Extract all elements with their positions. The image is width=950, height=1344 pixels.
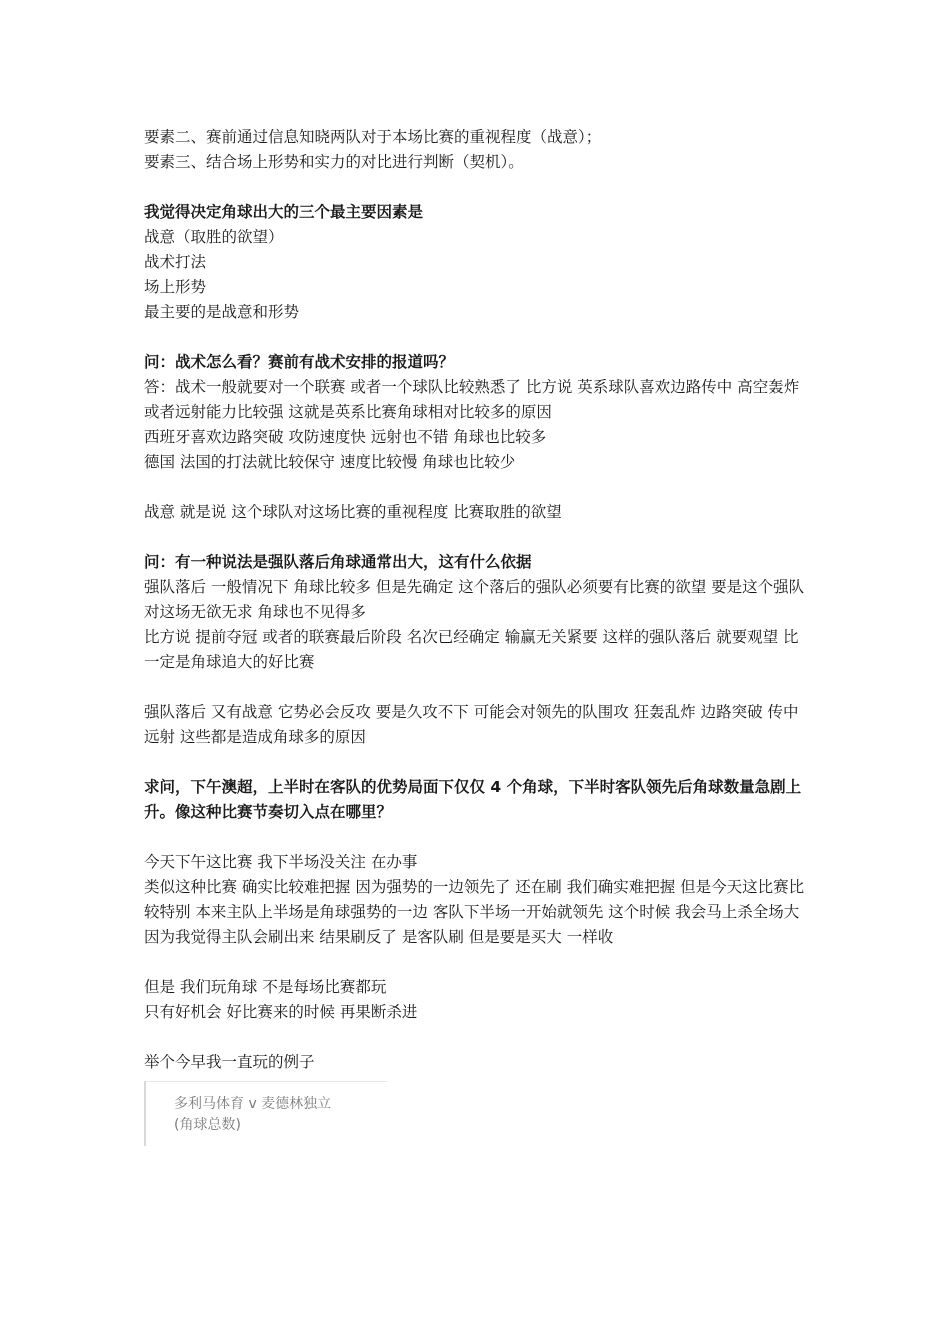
text-line: 今天下午这比赛 我下半场没关注 在办事	[144, 853, 418, 871]
text-line: 要素二、赛前通过信息知晓两队对于本场比赛的重视程度（战意）；	[144, 128, 602, 146]
paragraph-gap	[144, 1025, 812, 1050]
paragraph-gap	[144, 675, 812, 700]
text-line: 场上形势	[144, 278, 207, 296]
text-line: 举个今早我一直玩的例子	[144, 1053, 315, 1071]
bold-heading: 求问，下午澳超，上半时在客队的优势局面下仅仅 4 个角球，下半时客队领先后角球数量急剧上升。像这种比赛节奏切入点在哪里？	[144, 778, 802, 821]
text-line: 战意（取胜的欲望）	[144, 228, 284, 246]
text-line: 只有好机会 好比赛来的时候 再果断杀进	[144, 1003, 418, 1021]
text-line: 德国 法国的打法就比较保守 速度比较慢 角球也比较少	[144, 453, 516, 471]
text-line: 西班牙喜欢边路突破 攻防速度快 远射也不错 角球也比较多	[144, 428, 547, 446]
paragraph-gap	[144, 525, 812, 550]
text-line: 强队落后 一般情况下 角球比较多 但是先确定 这个落后的强队必须要有比赛的欲望 要是这个强队对这场无欲无求 角球也不见得多	[144, 578, 805, 621]
paragraph-gap	[144, 750, 812, 775]
text-line: 但是 我们玩角球 不是每场比赛都玩	[144, 978, 387, 996]
paragraph-gap	[144, 175, 812, 200]
text-line: 最主要的是战意和形势	[144, 303, 300, 321]
paragraph-gap	[144, 475, 812, 500]
text-line: 类似这种比赛 确实比较难把握 因为强势的一边领先了 还在刷 我们确实难把握 但是今天这比赛比较特别 本来主队上半场是角球强势的一边 客队下半场一开始就领先 这个时候 我会马上杀全场大 因为我觉得主队会刷出来 结果刷反了 是客队刷 但是要是买大 一样收	[144, 878, 805, 946]
text-line: 战术打法	[144, 253, 207, 271]
paragraph-gap	[144, 325, 812, 350]
bold-heading: 问：战术怎么看？赛前有战术安排的报道吗？	[144, 353, 455, 371]
match-market: (角球总数)	[174, 1117, 241, 1133]
example-match-card	[144, 1081, 387, 1146]
match-title: 多利马体育 v 麦德林独立	[174, 1096, 332, 1112]
text-line: 强队落后 又有战意 它势必会反攻 要是久攻不下 可能会对领先的队围攻 狂轰乱炸 边路突破 传中 远射 这些都是造成角球多的原因	[144, 703, 799, 746]
text-line: 战意 就是说 这个球队对这场比赛的重视程度 比赛取胜的欲望	[144, 503, 562, 521]
document-body	[144, 125, 812, 1146]
paragraph-gap	[144, 825, 812, 850]
bold-heading: 问：有一种说法是强队落后角球通常出大，这有什么依据	[144, 553, 532, 571]
paragraph-gap	[144, 950, 812, 975]
text-line: 答：战术一般就要对一个联赛 或者一个球队比较熟悉了 比方说 英系球队喜欢边路传中 高空轰炸 或者远射能力比较强 这就是英系比赛角球相对比较多的原因	[144, 378, 800, 421]
bold-heading: 我觉得决定角球出大的三个最主要因素是	[144, 203, 424, 221]
text-line: 比方说 提前夺冠 或者的联赛最后阶段 名次已经确定 输赢无关紧要 这样的强队落后 就要观望 比一定是角球追大的好比赛	[144, 628, 799, 671]
text-line: 要素三、结合场上形势和实力的对比进行判断（契机）。	[144, 153, 524, 171]
